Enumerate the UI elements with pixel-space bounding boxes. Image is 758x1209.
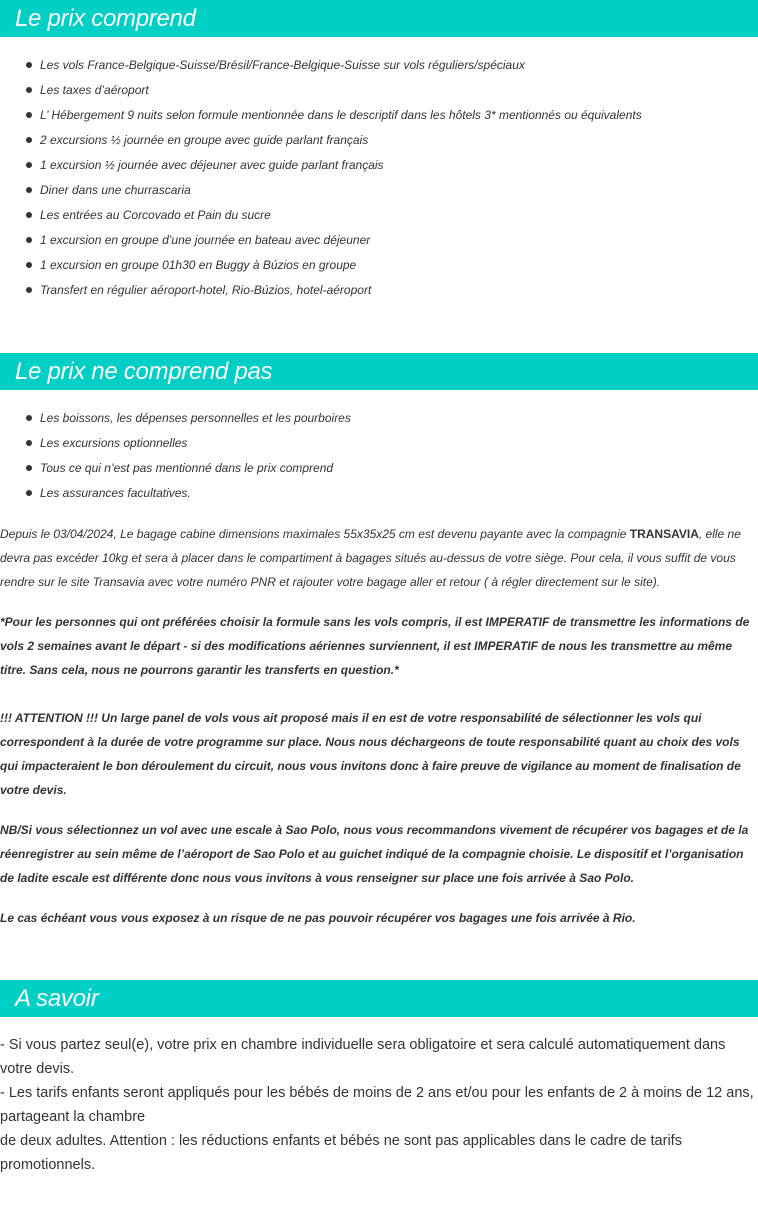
airline-name: TRANSAVIA [629, 527, 699, 541]
list-item: Les taxes d’aéroport [0, 78, 642, 103]
baggage-notice: Depuis le 03/04/2024, Le bagage cabine dimensions maximales 55x35x25 cm est devenu payante avec la compagnie TRANSAVIA, elle ne devra pas excéder 10kg et sera à placer dans le compartiment à bagages situés au-dessus de votre siège. Pour cela, il vous suffit de vous rendre sur le site Transavia avec votre numéro PNR et rajouter votre bagage aller et retour ( à régler directement sur le site). [0, 527, 741, 589]
list-item: 1 excursion en groupe d’une journée en bateau avec déjeuner [0, 228, 642, 253]
excludes-list [0, 406, 351, 506]
list-item: Tous ce qui n’est pas mentionné dans le prix comprend [0, 456, 351, 481]
list-item: Transfert en régulier aéroport-hotel, Rio-Búzios, hotel-aéroport [0, 278, 642, 303]
bullet-icon [26, 262, 32, 268]
list-item: Les assurances facultatives. [0, 481, 351, 506]
list-item: Les vols France-Belgique-Suisse/Brésil/France-Belgique-Suisse sur vols réguliers/spéciaux [0, 53, 642, 78]
list-item: 1 excursion en groupe 01h30 en Buggy à Búzios en groupe [0, 253, 642, 278]
bullet-icon [26, 287, 32, 293]
excludes-header [0, 353, 758, 390]
bullet-icon [26, 490, 32, 496]
bullet-icon [26, 465, 32, 471]
know-title: A savoir [15, 985, 99, 1012]
list-item: 2 excursions ½ journée en groupe avec guide parlant français [0, 128, 642, 153]
includes-list [0, 53, 642, 303]
risk-notice: Le cas échéant vous vous exposez à un risque de ne pas pouvoir récupérer vos bagages une fois arrivée à Rio. [0, 911, 636, 925]
bullet-icon [26, 440, 32, 446]
bullet-icon [26, 62, 32, 68]
formula-notice: *Pour les personnes qui ont préférées choisir la formule sans les vols compris, il est IMPERATIF de transmettre les informations de vols 2 semaines avant le départ - si des modifications aériennes surviennent, il est IMPERATIF de nous les transmettre au même titre. Sans cela, nous ne pourrons garantir les transferts en question.* [0, 615, 750, 677]
promo-rates-note: de deux adultes. Attention : les réductions enfants et bébés ne sont pas applicables dans le cadre de tarifs promotionnels. [0, 1133, 682, 1173]
list-item: Les excursions optionnelles [0, 431, 351, 456]
bullet-icon [26, 87, 32, 93]
children-rates-note: - Les tarifs enfants seront appliqués pour les bébés de moins de 2 ans et/ou pour les enfants de 2 à moins de 12 ans, partageant la chambre [0, 1085, 754, 1125]
know-header [0, 980, 758, 1017]
bullet-icon [26, 212, 32, 218]
list-item: Les entrées au Corcovado et Pain du sucre [0, 203, 642, 228]
attention-notice: !!! ATTENTION !!! Un large panel de vols vous ait proposé mais il en est de votre responsabilité de sélectionner les vols qui correspondent à la durée de votre programme sur place. Nous nous déchargeons de toute responsabilité quant au choix des vols qui impacteraient le bon déroulement du circuit, nous vous invitons donc à faire preuve de vigilance au moment de finalisation de votre devis. [0, 711, 741, 797]
bullet-icon [26, 162, 32, 168]
includes-title: Le prix comprend [15, 5, 196, 32]
bullet-icon [26, 415, 32, 421]
includes-header [0, 0, 758, 37]
stopover-notice: NB/Si vous sélectionnez un vol avec une escale à Sao Polo, nous vous recommandons vivement de récupérer vos bagages et de la réenregistrer au sein même de l’aéroport de Sao Polo et au guichet indiqué de la compagnie choisie. Le dispositif et l’organisation de ladite escale est différente donc nous vous invitons à vous renseigner sur place une fois arrivée à Sao Polo. [0, 823, 749, 885]
bullet-icon [26, 137, 32, 143]
list-item: Diner dans une churrascaria [0, 178, 642, 203]
list-item: L’ Hébergement 9 nuits selon formule mentionnée dans le descriptif dans les hôtels 3* mentionnés ou équivalents [0, 103, 642, 128]
excludes-title: Le prix ne comprend pas [15, 358, 273, 385]
know-text [0, 1033, 758, 1177]
list-item: 1 excursion ½ journée avec déjeuner avec guide parlant français [0, 153, 642, 178]
bullet-icon [26, 237, 32, 243]
bullet-icon [26, 187, 32, 193]
bullet-icon [26, 112, 32, 118]
list-item: Les boissons, les dépenses personnelles et les pourboires [0, 406, 351, 431]
single-room-note: - Si vous partez seul(e), votre prix en chambre individuelle sera obligatoire et sera calculé automatiquement dans votre devis. [0, 1037, 726, 1077]
